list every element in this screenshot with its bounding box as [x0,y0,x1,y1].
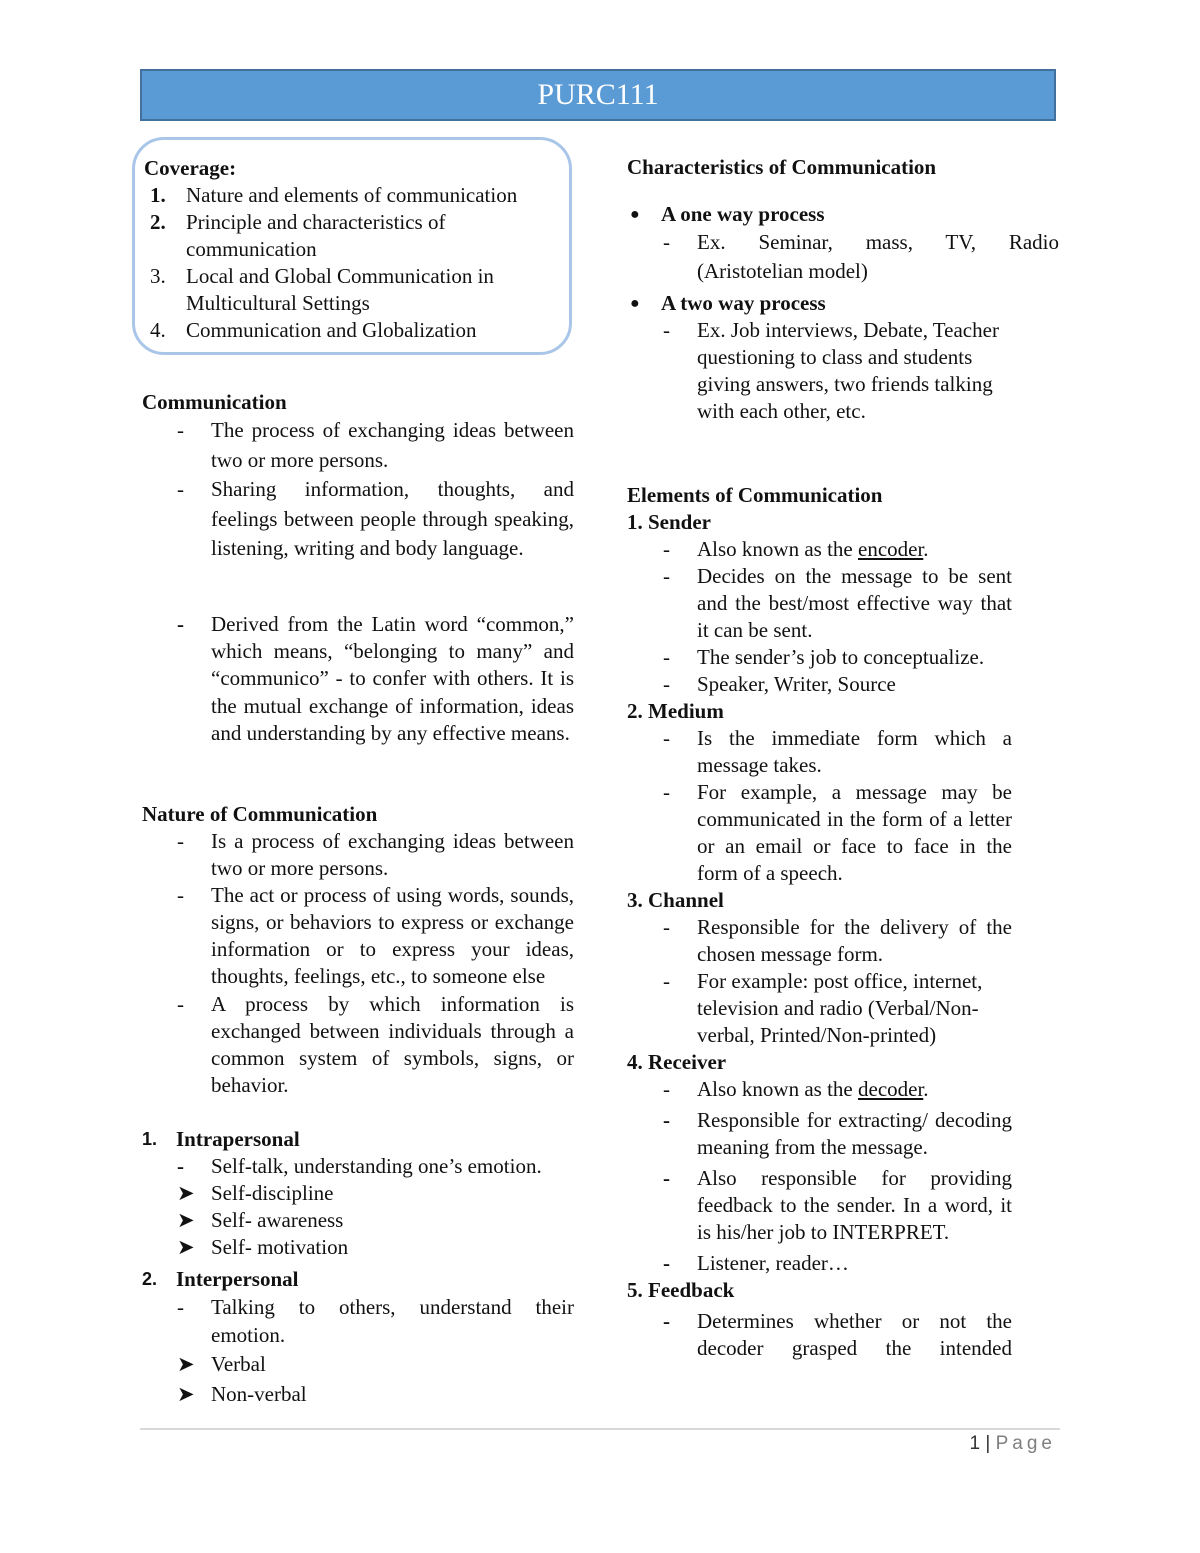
list-item: - The act or process of using words, sounds, signs, or behaviors to express or exchange information or to express your ideas, thoughts, feelings, etc., to someone else [177,883,574,989]
section-heading: Characteristics of Communication [627,155,937,179]
list-item: - Is the immediate form which a message takes. [663,726,1012,777]
list-item: ➤ Self- motivation [177,1235,349,1259]
list-item: ➤ Non-verbal [142,1379,574,1409]
bullet-icon: ● [630,206,640,223]
list-item: - Also responsible for providing feedback to the sender. In a word, it is his/her job to INTERPRET. [663,1166,1012,1244]
two-way-block: ● A two way process - Ex. Job interviews, Debate, Teacher questioning to class and students giving answers, two friends talking with each other, etc. [627,290,1059,425]
footer-rule [140,1428,1060,1430]
section-heading: Communication [142,390,287,414]
coverage-heading: Coverage: [144,156,237,180]
interpersonal-section: 2. Interpersonal - Talking to others, understand their emotion. ➤ Verbal ➤ Non-verbal [142,1266,574,1409]
coverage-item: 3. Local and Global Communication in Multicultural Settings [150,264,494,315]
list-item: - Decides on the message to be sent and the best/most effective way that it can be sent. [663,564,1012,642]
one-way-block: ● A one way process - Ex. Seminar, mass, TV, Radio (Aristotelian model) [627,201,1059,286]
list-item: - Responsible for the delivery of the chosen message form. [663,915,1012,966]
document-title: PURC111 [537,78,659,111]
element-title: 4. Receiver [627,1050,727,1074]
list-item: - Responsible for extracting/ decoding meaning from the message. [663,1108,1012,1159]
list-item: - For example: post office, internet, television and radio (Verbal/Non-verbal, Printed/Non-printed) [663,969,983,1047]
list-item: - Is a process of exchanging ideas between two or more persons. [177,829,574,881]
list-item: - Ex. Seminar, mass, TV, Radio (Aristotelian model) [663,230,1059,283]
element-title: 5. Feedback [627,1278,735,1302]
list-item: ➤ Self- awareness [177,1208,344,1232]
list-item: - A process by which information is exchanged between individuals through a common system of symbols, signs, or behavior. [177,991,574,1097]
list-item: - Also known as the encoder. [663,537,929,561]
arrow-bullet-icon: ➤ [177,1382,195,1406]
list-item: - Ex. Job interviews, Debate, Teacher questioning to class and students giving answers, two friends talking with each other, etc. [663,318,999,423]
list-item: - Self-talk, understanding one’s emotion. [177,1154,542,1178]
list-item: - Sharing information, thoughts, and feelings between people through speaking, listening, writing and body language. [177,477,574,560]
page-label: Page [995,1433,1056,1454]
list-item: - Listener, reader… [663,1251,849,1275]
page-number: 1 [969,1433,981,1454]
intrapersonal-section: 1. Intrapersonal - Self-talk, understanding one’s emotion. ➤ Self-discipline ➤ Self- awareness ➤ Self- motivation [142,1126,574,1261]
arrow-bullet-icon: ➤ [177,1235,195,1259]
elements-section [627,482,1012,1362]
element-title: 2. Medium [627,699,724,723]
coverage-item: 1. Nature and elements of communication [150,183,518,207]
nature-section [142,801,574,1099]
subheading: Intrapersonal [176,1127,300,1151]
list-item: - Also known as the decoder. [663,1077,929,1101]
page-footer: 1 | Page [969,1433,1056,1454]
list-item: - Talking to others, understand their emotion. [177,1295,574,1347]
element-title: 3. Channel [627,888,724,912]
list-item: ➤ Verbal [142,1349,574,1379]
communication-section [142,389,574,564]
list-item: - Speaker, Writer, Source [663,672,896,696]
element-title: 1. Sender [627,510,711,534]
list-item: - The sender’s job to conceptualize. [663,645,985,669]
arrow-bullet-icon: ➤ [177,1352,195,1376]
list-item: - For example, a message may be communicated in the form of a letter or an email or face to face in the form of a speech. [663,780,1012,885]
list-item: - The process of exchanging ideas between two or more persons. [177,418,574,472]
section-heading: Nature of Communication [142,802,378,826]
bullet-icon: ● [630,295,640,312]
coverage-item: 2. Principle and characteristics of communication [150,210,446,261]
coverage-item: 4. Communication and Globalization [150,318,477,342]
list-item: - Determines whether or not the decoder grasped the intended [663,1309,1012,1360]
subheading: Interpersonal [176,1267,299,1291]
arrow-bullet-icon: ➤ [177,1181,195,1205]
characteristics-section [627,154,1059,181]
page-header-banner [140,69,1056,121]
list-item: ➤ Self-discipline [177,1181,334,1205]
arrow-bullet-icon: ➤ [177,1208,195,1232]
coverage-box [132,137,572,355]
list-item: - Derived from the Latin word “common,” which means, “belonging to many” and “communico” - to confer with others. It is the mutual exchange of information, ideas and understanding by any effective means. [177,612,574,745]
section-heading: Elements of Communication [627,483,883,507]
